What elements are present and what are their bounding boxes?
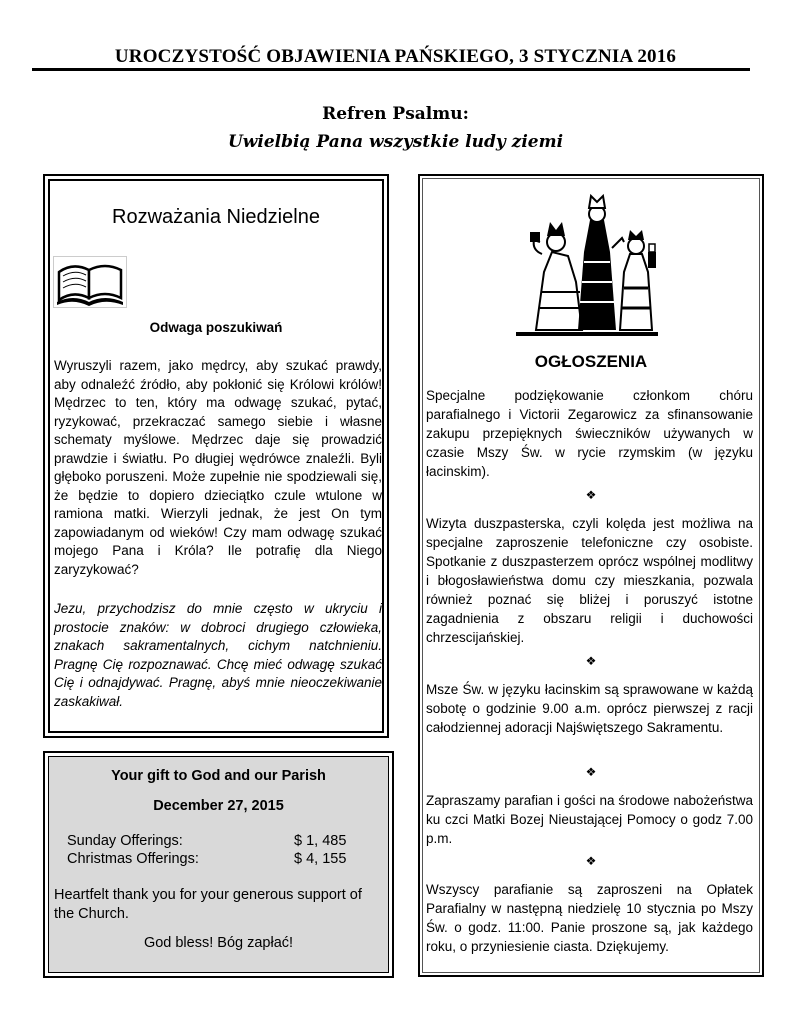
gift-title: Your gift to God and our Parish	[111, 768, 326, 784]
reflection-body: Wyruszyli razem, jako mędrcy, aby szukać prawdy, aby odnaleźć źródło, aby pokłonić się Królowi królów! Mędrzec to ten, który ma odwagę szukać, pytać, ryzykować, przekraczać samego siebie i własne schematy myślowe. Mędrzec daje się prowadzić prawdzie i światłu. Po długiej wędrówce znaleźli. Byli głęboko poruszeni. Może zupełnie nie spodziewali się, że będzie to dopiero dzieciątko czule wtulone w ramiona matki. Wierzyli jednak, że jest On tym zapowiadanym od wieków! Czy mam odwagę szukać mojego Pana i Króla? Ile potrafię dla Niego zaryzykować?	[54, 358, 382, 577]
christmas-offerings-label: Christmas Offerings:	[67, 851, 199, 867]
sunday-offerings-amount: $ 1, 485	[294, 833, 347, 849]
separator-diamond-icon: ❖	[585, 654, 597, 668]
gift-thanks-text: Heartfelt thank you for your generous support of the Church.	[54, 887, 362, 922]
announcement-item: Zapraszamy parafian i gości na środowe nabożeństwa ku czci Matki Bozej Nieustającej Pomocy o godz 7.00 p.m.	[426, 793, 753, 846]
reflection-prayer: Jezu, przychodzisz do mnie często w ukryciu i prostocie znaków: w dobroci drugiego człowieka, znakach sakramentalnych, cichym natchnieniu. Pragnę Cię rozpoznawać. Chcę mieć odwagę szukać Cię i odnajdywać. Pragnę, abyś mnie nieoczekiwanie zaskakiwał.	[54, 601, 382, 709]
psalm-refrain-heading: Refren Psalmu:	[322, 104, 469, 124]
psalm-refrain-text: Uwielbią Pana wszystkie ludy ziemi	[227, 132, 564, 152]
christmas-offerings-amount: $ 4, 155	[294, 851, 347, 867]
reflection-title: Rozważania Niedzielne	[112, 206, 320, 228]
open-book-icon	[53, 256, 127, 308]
separator-diamond-icon: ❖	[585, 765, 597, 779]
header-divider	[32, 68, 750, 71]
separator-diamond-icon: ❖	[585, 488, 597, 502]
reflection-subtitle: Odwaga poszukiwań	[149, 320, 283, 335]
three-kings-illustration	[512, 192, 662, 342]
gift-blessing: God bless! Bóg zapłać!	[143, 935, 294, 951]
announcement-item: Wizyta duszpasterska, czyli kolęda jest możliwa na specjalne zaproszenie telefoniczne czy osobiste. Spotkanie z duszpasterzem oprócz wspólnej modlitwy i błogosławieństwa domu czy mieszkania, pozwala również poznać się bliżej i poruszyć istotne zagadnienia z obszaru religii i duchowości chrzescijańskiej.	[426, 516, 753, 645]
announcement-item: Wszyscy parafianie są zaproszeni na Opłatek Parafialny w następną niedzielę 10 stycznia po Mszy Św. o godz. 11:00. Panie proszone są, jak każdego roku, o przyniesienie ciasta. Dziękujemy.	[426, 882, 753, 954]
separator-diamond-icon: ❖	[585, 854, 597, 868]
announcement-item: Msze Św. w języku łacinskim są sprawowane w każdą sobotę o godzinie 9.00 a.m. oprócz pierwszej z racji całodziennej adoracji Najświętszego Sakramentu.	[426, 682, 753, 735]
sunday-offerings-label: Sunday Offerings:	[67, 833, 183, 849]
page-header-title: UROCZYSTOŚĆ OBJAWIENIA PAŃSKIEGO, 3 STYCZNIA 2016	[114, 46, 677, 67]
gift-date: December 27, 2015	[153, 798, 284, 814]
announcements-title: OGŁOSZENIA	[534, 352, 648, 371]
announcement-item: Specjalne podziękowanie członkom chóru parafialnego i Victorii Zegarowicz za sfinansowanie zakupu przepięknych świeczników używanych w czasie Mszy Św. w rycie rzymskim (w języku łacinskim).	[426, 388, 753, 479]
